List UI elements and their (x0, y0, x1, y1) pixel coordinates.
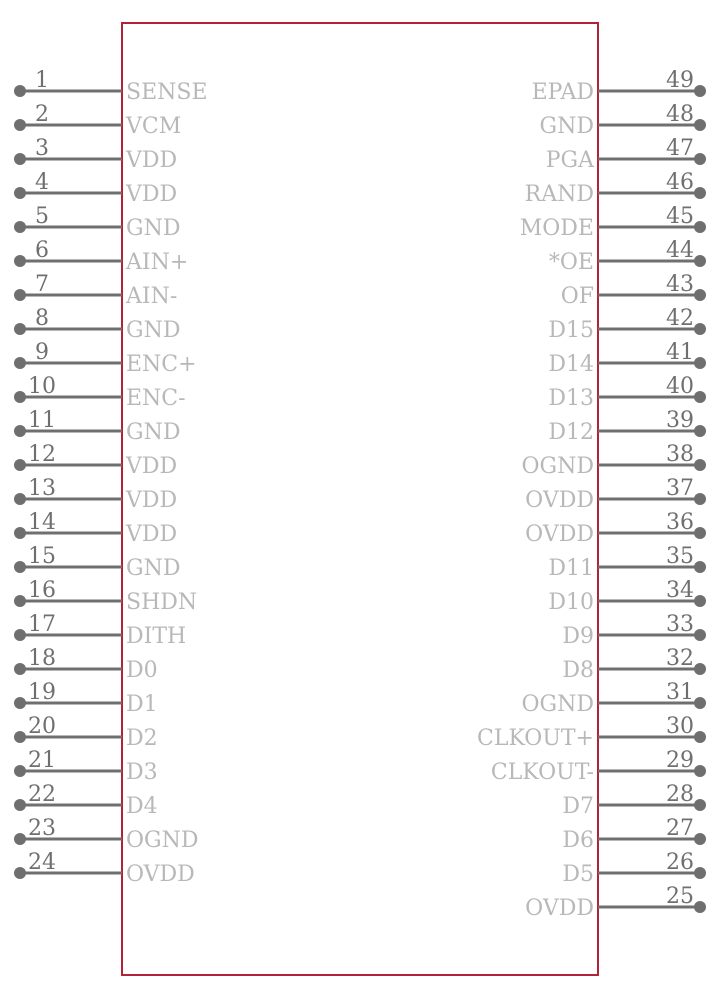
pin-endpoint (14, 153, 26, 165)
pin-number: 7 (35, 272, 49, 297)
pin-endpoint (694, 459, 706, 471)
pin-24 (14, 850, 195, 887)
pin-number: 1 (35, 68, 49, 93)
pin-endpoint (14, 867, 26, 879)
pin-number: 35 (666, 544, 694, 569)
pin-endpoint (14, 391, 26, 403)
pin-3 (14, 136, 177, 173)
pin-endpoint (14, 765, 26, 777)
pin-endpoint (14, 255, 26, 267)
pin-10 (14, 374, 186, 411)
pin-17 (14, 612, 186, 649)
pin-43 (561, 272, 706, 309)
pin-number: 14 (28, 510, 56, 535)
pin-number: 16 (28, 578, 56, 603)
pin-endpoint (14, 697, 26, 709)
pin-label: SHDN (126, 590, 198, 615)
pin-endpoint (14, 493, 26, 505)
pin-label: D11 (548, 556, 594, 581)
pin-number: 49 (666, 68, 694, 93)
pin-number: 36 (666, 510, 694, 535)
pin-22 (14, 782, 158, 819)
pin-number: 46 (666, 170, 694, 195)
pin-number: 44 (666, 238, 694, 263)
pin-label: VDD (126, 522, 178, 547)
pin-endpoint (694, 493, 706, 505)
pin-26 (562, 850, 706, 887)
pin-endpoint (694, 629, 706, 641)
left-pin-column (14, 68, 208, 887)
pin-number: 26 (666, 850, 694, 875)
pin-number: 48 (666, 102, 694, 127)
pin-44 (549, 238, 706, 275)
pin-27 (562, 816, 706, 853)
pin-28 (562, 782, 706, 819)
pin-number: 39 (666, 408, 694, 433)
pin-number: 28 (666, 782, 694, 807)
pin-32 (562, 646, 706, 683)
pin-label: GND (539, 114, 594, 139)
pin-label: VDD (126, 182, 178, 207)
pin-endpoint (694, 663, 706, 675)
pin-46 (525, 170, 706, 207)
pin-label: OVDD (126, 862, 195, 887)
pin-36 (525, 510, 706, 547)
pin-12 (14, 442, 177, 479)
pin-number: 4 (35, 170, 49, 195)
pin-endpoint (14, 663, 26, 675)
pin-endpoint (694, 221, 706, 233)
pin-31 (522, 680, 707, 717)
pin-number: 10 (28, 374, 56, 399)
pin-label: VDD (126, 148, 178, 173)
pin-endpoint (694, 731, 706, 743)
pin-number: 31 (666, 680, 694, 705)
pin-label: D10 (548, 590, 594, 615)
pin-endpoint (694, 561, 706, 573)
pin-endpoint (14, 799, 26, 811)
pin-11 (14, 408, 180, 445)
pin-9 (14, 340, 197, 377)
pin-14 (14, 510, 177, 547)
pin-label: AIN- (126, 284, 178, 309)
pin-label: D15 (548, 318, 594, 343)
pin-30 (477, 714, 706, 751)
pin-number: 33 (666, 612, 694, 637)
pin-number: 19 (28, 680, 56, 705)
pin-number: 30 (666, 714, 694, 739)
pin-endpoint (694, 357, 706, 369)
pin-number: 27 (666, 816, 694, 841)
pin-endpoint (694, 527, 706, 539)
pin-label: OGND (126, 828, 199, 853)
pin-endpoint (694, 119, 706, 131)
pin-5 (14, 204, 180, 241)
pin-endpoint (694, 187, 706, 199)
pin-endpoint (14, 731, 26, 743)
pin-38 (522, 442, 707, 479)
pin-endpoint (14, 595, 26, 607)
pin-endpoint (14, 357, 26, 369)
pin-13 (14, 476, 177, 513)
pin-label: DITH (126, 624, 187, 649)
pin-endpoint (14, 459, 26, 471)
pin-21 (14, 748, 158, 785)
pin-number: 25 (666, 884, 694, 909)
pin-label: D13 (548, 386, 594, 411)
pin-number: 32 (666, 646, 694, 671)
pin-endpoint (694, 85, 706, 97)
pin-7 (14, 272, 177, 309)
pin-number: 18 (28, 646, 56, 671)
pin-endpoint (694, 765, 706, 777)
pin-20 (14, 714, 158, 751)
pin-endpoint (14, 323, 26, 335)
pin-41 (548, 340, 706, 377)
pin-label: VCM (126, 114, 182, 139)
pin-18 (14, 646, 158, 683)
pin-label: VDD (126, 488, 178, 513)
pin-endpoint (694, 153, 706, 165)
pin-label: D8 (562, 658, 594, 683)
pin-label: GND (126, 420, 181, 445)
pin-1 (14, 68, 208, 105)
pin-endpoint (14, 629, 26, 641)
pin-label: D3 (126, 760, 158, 785)
pin-number: 8 (35, 306, 49, 331)
pin-label: PGA (545, 148, 594, 173)
pin-label: D0 (126, 658, 158, 683)
pin-endpoint (14, 289, 26, 301)
pin-49 (532, 68, 706, 105)
pin-label: D4 (126, 794, 158, 819)
pin-label: SENSE (126, 80, 208, 105)
pin-label: CLKOUT+ (477, 726, 594, 751)
pin-endpoint (694, 289, 706, 301)
pin-endpoint (14, 527, 26, 539)
pin-number: 5 (35, 204, 49, 229)
pin-endpoint (694, 799, 706, 811)
pin-label: MODE (519, 216, 594, 241)
pin-6 (14, 238, 188, 275)
pin-33 (562, 612, 706, 649)
pin-label: VDD (126, 454, 178, 479)
pin-endpoint (694, 255, 706, 267)
pin-number: 6 (35, 238, 49, 263)
pin-number: 41 (666, 340, 694, 365)
pin-45 (520, 204, 706, 241)
pin-8 (14, 306, 180, 343)
pin-15 (14, 544, 180, 581)
pin-number: 47 (666, 136, 694, 161)
pin-39 (548, 408, 706, 445)
pin-label: GND (126, 556, 181, 581)
pin-endpoint (14, 85, 26, 97)
pin-label: D5 (562, 862, 594, 887)
pin-label: OVDD (525, 488, 594, 513)
pin-label: D2 (126, 726, 158, 751)
pin-endpoint (14, 221, 26, 233)
pin-label: RAND (524, 182, 594, 207)
pin-number: 15 (28, 544, 56, 569)
pin-number: 42 (666, 306, 694, 331)
pin-number: 21 (28, 748, 56, 773)
pin-endpoint (694, 697, 706, 709)
pin-19 (14, 680, 158, 717)
pin-endpoint (694, 595, 706, 607)
pin-label: D1 (126, 692, 158, 717)
pin-label: AIN+ (126, 250, 189, 275)
pin-35 (548, 544, 706, 581)
pin-label: D12 (548, 420, 594, 445)
pin-number: 40 (666, 374, 694, 399)
pin-number: 37 (666, 476, 694, 501)
pin-2 (14, 102, 181, 139)
pin-endpoint (694, 867, 706, 879)
pin-label: D7 (562, 794, 594, 819)
pin-number: 9 (35, 340, 49, 365)
pin-label: D9 (562, 624, 594, 649)
pin-42 (548, 306, 706, 343)
pin-23 (14, 816, 199, 853)
pin-label: ENC- (126, 386, 186, 411)
pin-number: 38 (666, 442, 694, 467)
pin-number: 13 (28, 476, 56, 501)
pin-label: *OE (548, 250, 594, 275)
pin-number: 29 (666, 748, 694, 773)
pin-label: D6 (562, 828, 594, 853)
pin-number: 34 (666, 578, 694, 603)
pin-label: ENC+ (126, 352, 197, 377)
pin-number: 20 (28, 714, 56, 739)
pin-label: GND (126, 216, 181, 241)
pin-label: OVDD (525, 896, 594, 921)
pin-endpoint (694, 425, 706, 437)
pin-16 (14, 578, 197, 615)
pin-number: 12 (28, 442, 56, 467)
pin-endpoint (694, 323, 706, 335)
pin-number: 24 (28, 850, 56, 875)
pin-number: 22 (28, 782, 56, 807)
pin-number: 3 (35, 136, 49, 161)
pin-endpoint (14, 425, 26, 437)
pin-endpoint (14, 561, 26, 573)
pin-number: 23 (28, 816, 56, 841)
pin-label: OGND (521, 692, 594, 717)
pin-label: D14 (548, 352, 594, 377)
pin-label: EPAD (531, 80, 594, 105)
pin-number: 11 (28, 408, 56, 433)
pin-endpoint (694, 391, 706, 403)
pin-label: OVDD (525, 522, 594, 547)
pin-endpoint (14, 833, 26, 845)
pin-4 (14, 170, 177, 207)
pin-25 (525, 884, 706, 921)
pin-37 (525, 476, 706, 513)
pin-label: OF (560, 284, 594, 309)
pin-34 (548, 578, 706, 615)
pin-47 (546, 136, 706, 173)
pin-label: CLKOUT- (490, 760, 594, 785)
pin-endpoint (694, 833, 706, 845)
pin-number: 43 (666, 272, 694, 297)
pin-endpoint (14, 187, 26, 199)
pin-number: 2 (35, 102, 49, 127)
pin-endpoint (14, 119, 26, 131)
pin-label: GND (126, 318, 181, 343)
right-pin-column (477, 68, 706, 921)
pin-number: 45 (666, 204, 694, 229)
pin-endpoint (694, 901, 706, 913)
pin-40 (548, 374, 706, 411)
pin-48 (540, 102, 706, 139)
pin-label: OGND (521, 454, 594, 479)
pin-number: 17 (28, 612, 56, 637)
